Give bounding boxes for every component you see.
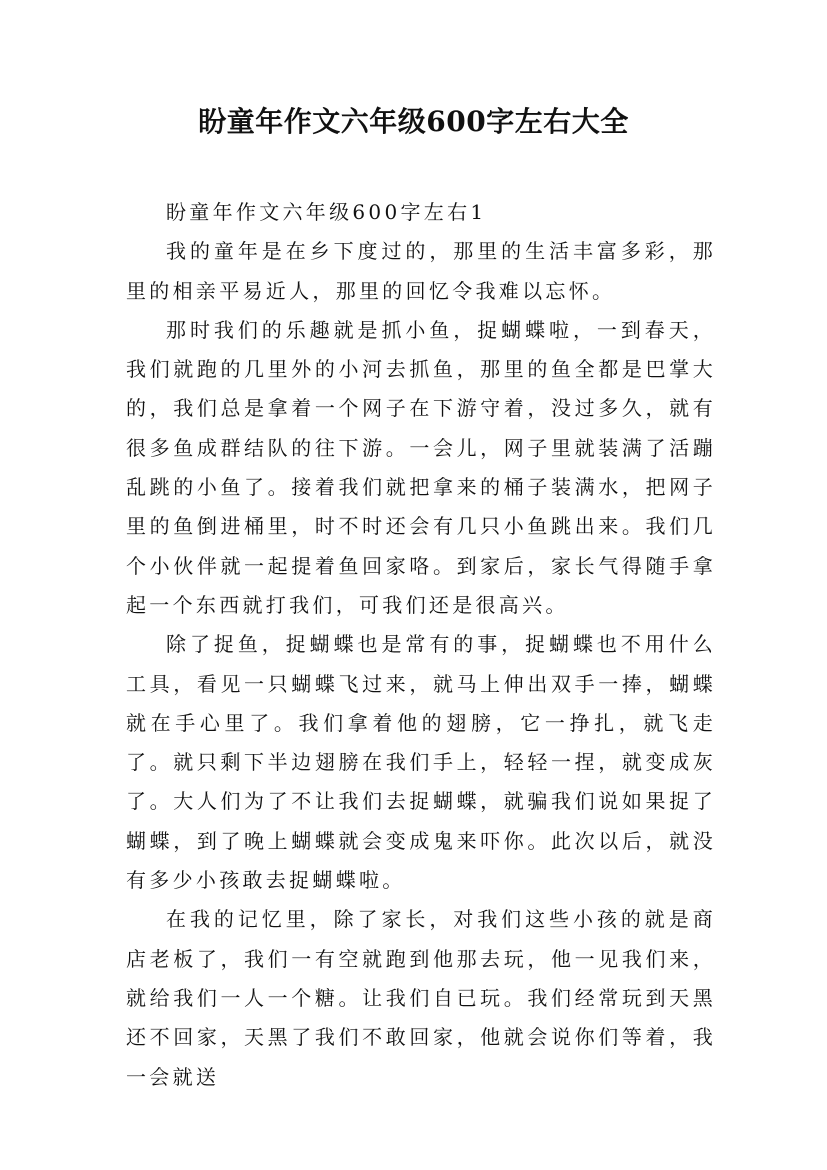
paragraph: 除了捉鱼，捉蝴蝶也是常有的事，捉蝴蝶也不用什么工具，看见一只蝴蝶飞过来，就马上伸出双手一捧，蝴蝶就在手心里了。我们拿着他的翅膀，它一挣扎，就飞走了。就只剩下半边翅膀在我们手上，轻轻一捏，就变成灰了。大人们为了不让我们去捉蝴蝶，就骗我们说如果捉了蝴蝶，到了晚上蝴蝶就会变成鬼来吓你。此次以后，就没有多少小孩敢去捉蝴蝶啦。	[126, 632, 716, 893]
paragraph: 那时我们的乐趣就是抓小鱼，捉蝴蝶啦，一到春天，我们就跑的几里外的小河去抓鱼，那里的鱼全都是巴掌大的，我们总是拿着一个网子在下游守着，没过多久，就有很多鱼成群结队的往下游。一会儿，网子里就装满了活蹦乱跳的小鱼了。接着我们就把拿来的桶子装满水，把网子里的鱼倒进桶里，时不时还会有几只小鱼跳出来。我们几个小伙伴就一起提着鱼回家咯。到家后，家长气得随手拿起一个东西就打我们，可我们还是很高兴。	[126, 317, 716, 617]
paragraph: 我的童年是在乡下度过的，那里的生活丰富多彩，那里的相亲平易近人，那里的回忆令我难以忘怀。	[126, 239, 716, 303]
section-heading: 盼童年作文六年级600字左右1	[166, 200, 487, 224]
document-body	[126, 193, 716, 1097]
paragraph: 在我的记忆里，除了家长，对我们这些小孩的就是商店老板了，我们一有空就跑到他那去玩，他一见我们来，就给我们一人一个糖。让我们自已玩。我们经常玩到天黑还不回家，天黑了我们不敢回家，他就会说你们等着，我一会就送	[126, 907, 716, 1089]
document-title: 盼童年作文六年级600字左右大全	[198, 105, 629, 138]
